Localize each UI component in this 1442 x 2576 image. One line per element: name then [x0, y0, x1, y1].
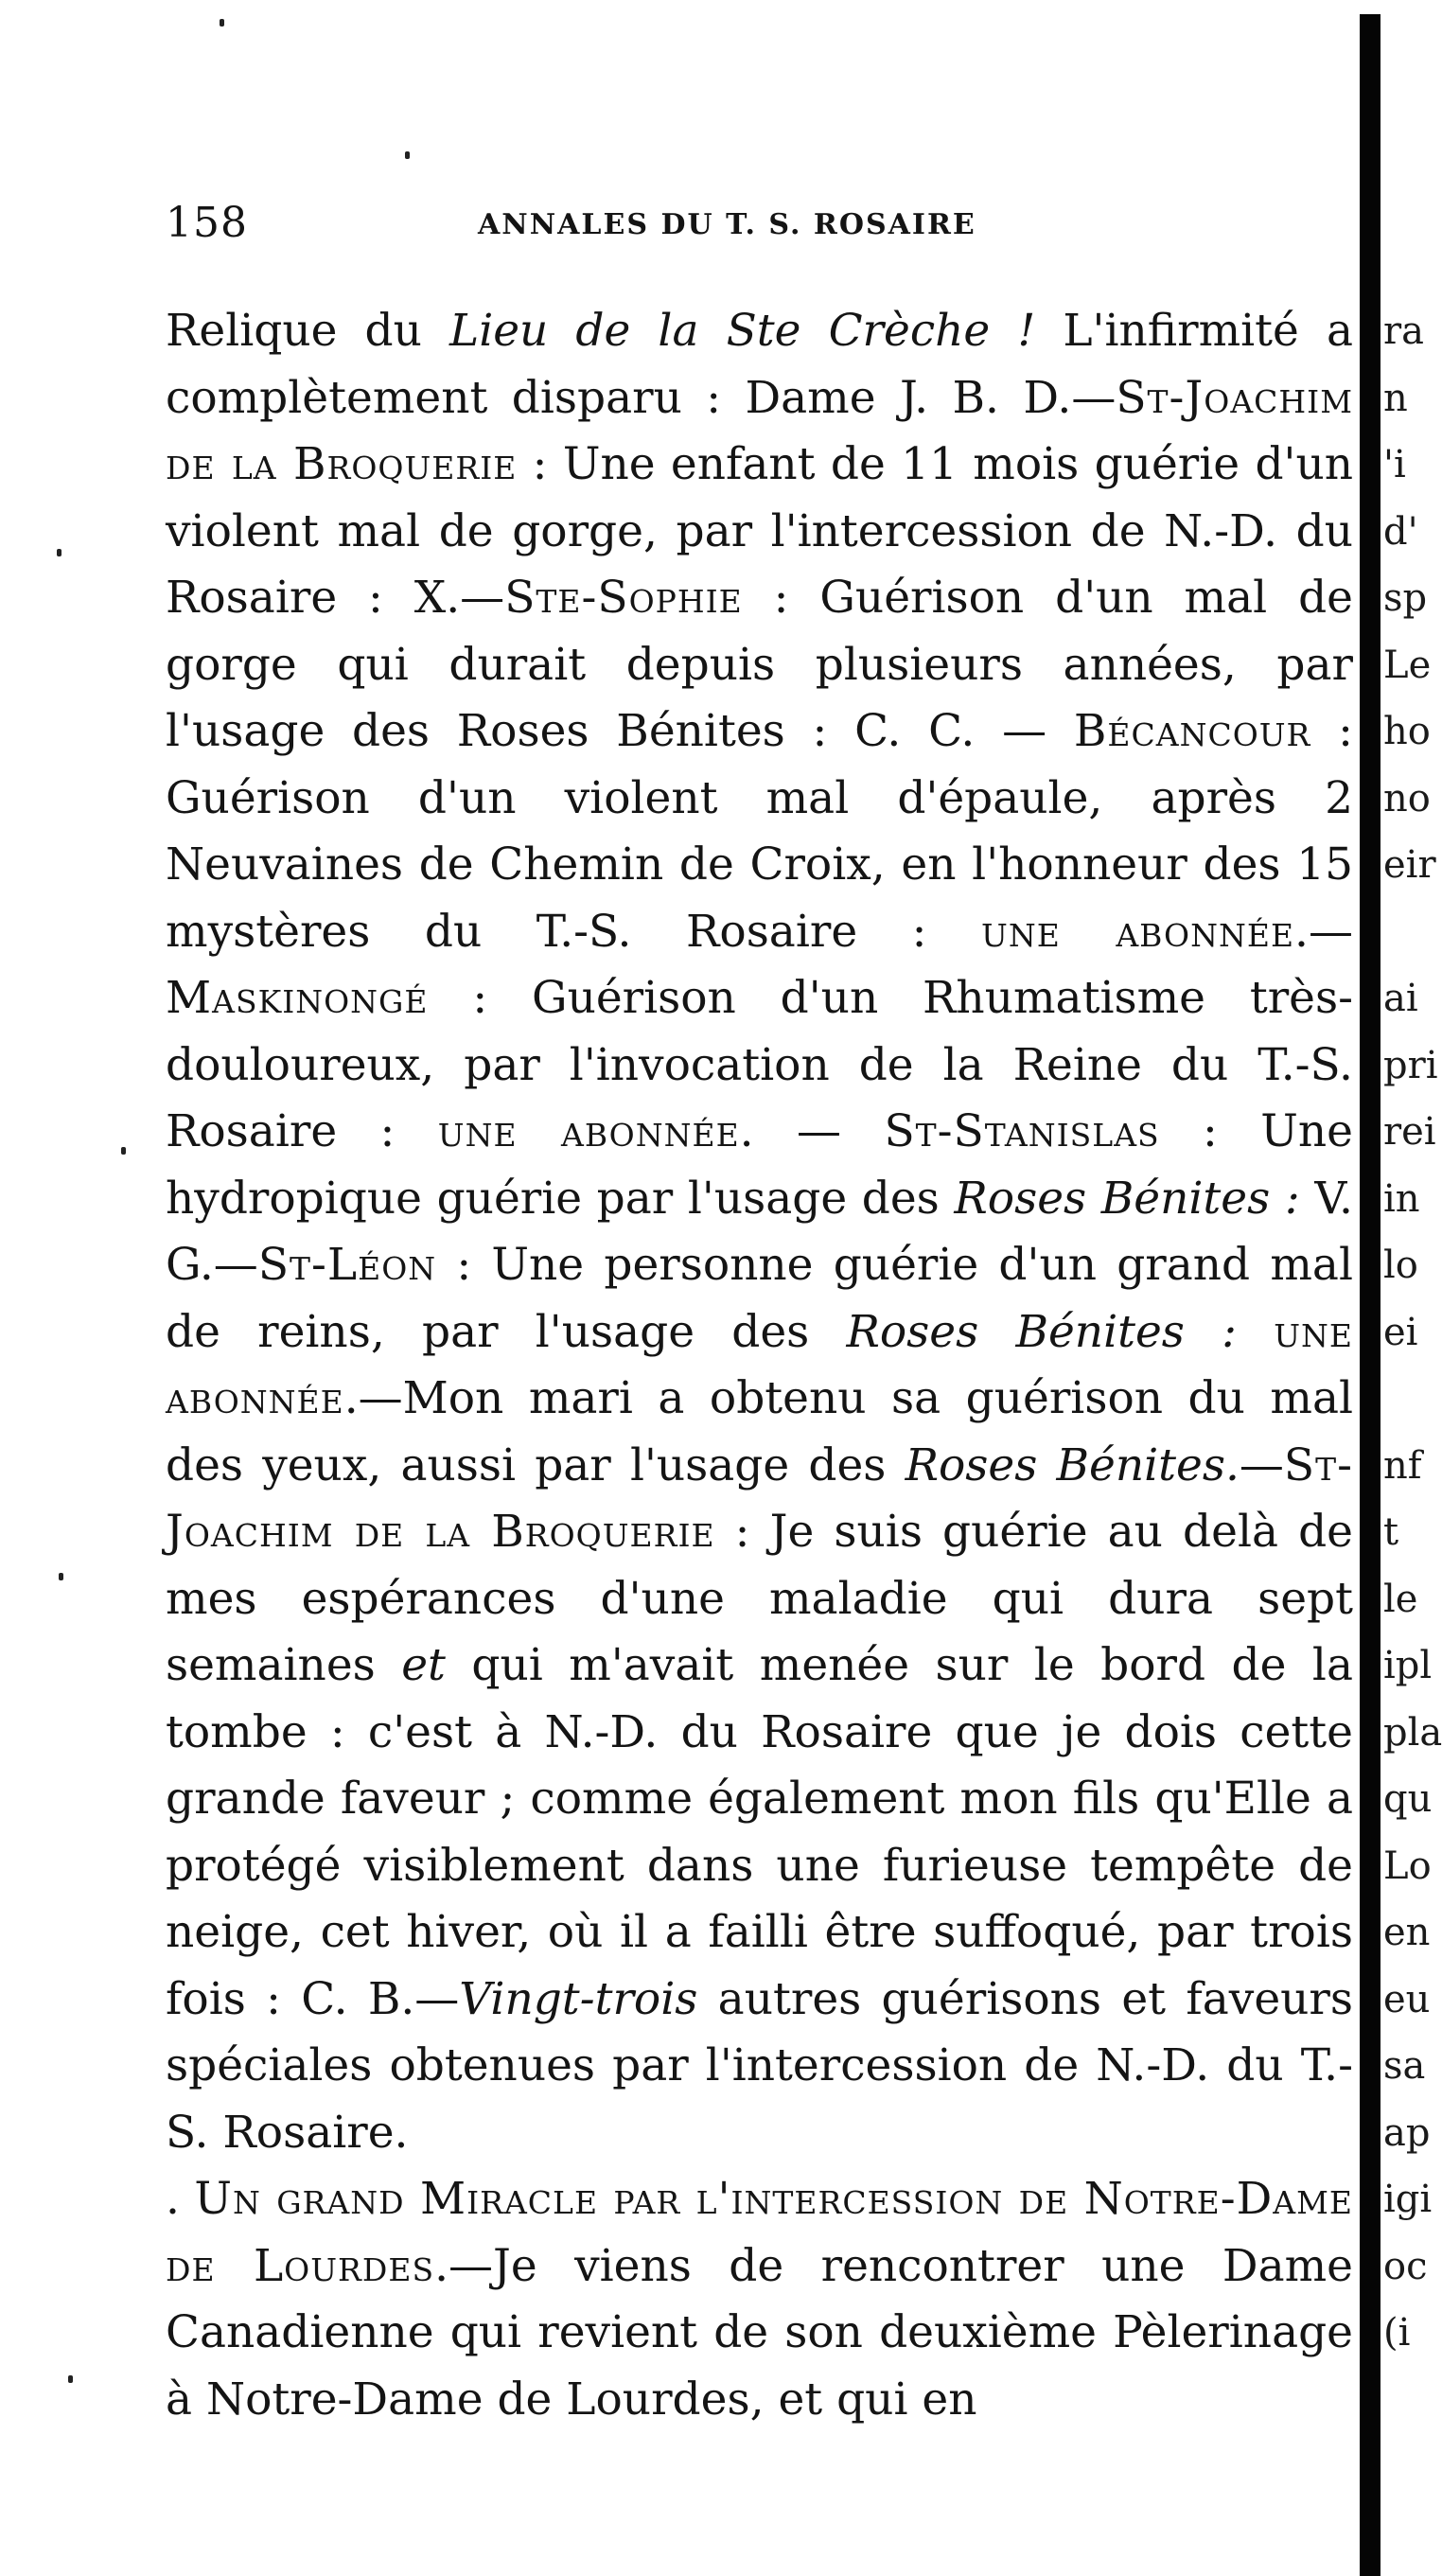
- small-caps-text: une abonnée: [981, 905, 1295, 958]
- bleed-fragment: le: [1383, 1577, 1418, 1621]
- running-header: [166, 199, 1348, 256]
- page-number: 158: [166, 199, 248, 247]
- italic-text: Roses Bénites.: [905, 1438, 1240, 1491]
- body-text: [166, 298, 1353, 2433]
- bleed-fragment: igi: [1383, 2178, 1433, 2221]
- bleed-fragment: rei: [1383, 1110, 1436, 1154]
- italic-text: Roses Bénites :: [846, 1305, 1237, 1358]
- text-run: [1237, 1306, 1274, 1358]
- bleed-fragment: eu: [1383, 1977, 1431, 2021]
- text-run: —: [1239, 1438, 1284, 1491]
- small-caps-text: Maskinongé: [166, 972, 429, 1024]
- small-caps-text: Bécancour: [1073, 705, 1311, 757]
- bleed-fragment: ra: [1383, 309, 1424, 353]
- text-run: .: [166, 2173, 195, 2225]
- scan-speck: [68, 2375, 73, 2383]
- bleed-fragment: oc: [1383, 2244, 1428, 2288]
- bleed-fragment: eir: [1383, 843, 1436, 887]
- bleed-fragment: pri: [1383, 1043, 1438, 1087]
- paragraph-testimonials: [166, 298, 1353, 2166]
- small-caps-text: St-Léon: [257, 1239, 437, 1291]
- bleed-fragment: ai: [1383, 977, 1418, 1020]
- bleed-fragment: ap: [1383, 2110, 1431, 2155]
- bleed-fragment: pla: [1383, 1710, 1442, 1755]
- text-run: : Une personne guérie d'un grand mal de reins, par l'usage des: [166, 1239, 1353, 1358]
- text-run: : Une hydropique guérie par l'usage des: [166, 1105, 1353, 1225]
- small-caps-text: Un grand Miracle par l'intercession de Notre-Dame de Lourdes: [166, 2173, 1353, 2292]
- text-run: : Je suis guérie au delà de mes espérances d'une maladie qui dura sept semaines: [166, 1506, 1354, 1691]
- bleed-fragment: d': [1383, 509, 1418, 554]
- bleed-fragment: t: [1383, 1510, 1399, 1554]
- small-caps-text: St-Joachim de la Broquerie: [166, 371, 1353, 490]
- bleed-fragment: (i: [1383, 2311, 1411, 2355]
- bleed-fragment: sa: [1383, 2044, 1426, 2088]
- bleed-fragment: Le: [1383, 643, 1432, 687]
- italic-text: Roses Bénites :: [954, 1172, 1300, 1225]
- bleed-fragment: nf: [1383, 1443, 1422, 1488]
- text-run: V. G.—: [166, 1172, 1353, 1291]
- small-caps-text: St-Stanislas: [884, 1105, 1160, 1157]
- bleed-fragment: ho: [1383, 710, 1431, 753]
- scan-speck: [121, 1147, 126, 1155]
- small-caps-text: une abonnée: [166, 1305, 1353, 1424]
- text-run: .—Mon mari a obtenu sa guérison du mal des yeux, aussi par l'usage des: [166, 1372, 1353, 1491]
- bleed-fragment: en: [1383, 1911, 1431, 1954]
- bleed-fragment: [1383, 1366, 1418, 1433]
- bleed-fragment: sp: [1383, 576, 1428, 620]
- facing-page-bleed-text: [1383, 298, 1442, 2367]
- bleed-fragment: in: [1383, 1176, 1420, 1221]
- text-run: . —: [739, 1105, 885, 1157]
- italic-text: Lieu de la Ste Crèche !: [449, 305, 1036, 357]
- italic-text: et: [401, 1639, 446, 1691]
- text-run: : Guérison d'un violent mal d'épaule, après 2 Neuvaines de Chemin de Croix, en l'honneur des 15 mystères du T.-S. Rosaire :: [166, 705, 1353, 958]
- text-run: autres guérisons et faveurs spéciales obtenues par l'intercession de N.-D. du T.-S. Rosaire.: [166, 1972, 1353, 2159]
- text-run: : Une enfant de 11 mois guérie d'un violent mal de gorge, par l'intercession de N.-D. du Rosaire : X.—: [166, 438, 1353, 624]
- bleed-fragment: no: [1383, 776, 1431, 820]
- text-run: L'infirmité a complètement disparu : Dame J. B. D.—: [166, 305, 1353, 424]
- bleed-fragment: 'i: [1383, 443, 1406, 486]
- bleed-fragment: [1383, 899, 1418, 966]
- small-caps-text: Ste-Sophie: [504, 572, 743, 624]
- text-run: : Guérison d'un Rhumatisme très-douloureux, par l'invocation de la Reine du T.-S. Rosaire :: [166, 972, 1353, 1157]
- text-run: qui m'avait menée sur le bord de la tombe : c'est à N.-D. du Rosaire que je dois cette grande faveur ; comme également mon fils qu'Elle a protégé visiblement dans une furieuse tempête de neige, cet hiver, où il a failli être suffoqué, par trois fois : C. B.—: [166, 1639, 1353, 2025]
- text-run: : Guérison d'un mal de gorge qui durait depuis plusieurs années, par l'usage des Roses Bénites : C. C. —: [166, 572, 1353, 757]
- bleed-fragment: ei: [1383, 1310, 1418, 1354]
- bleed-fragment: Lo: [1383, 1844, 1432, 1888]
- small-caps-text: une abonnée: [437, 1105, 740, 1157]
- scan-speck: [405, 151, 410, 159]
- bleed-fragment: ipl: [1383, 1644, 1433, 1687]
- running-title: ANNALES DU T. S. ROSAIRE: [478, 208, 976, 241]
- gutter-shadow-bar: [1360, 14, 1380, 2576]
- scan-speck: [220, 19, 224, 26]
- small-caps-text: St-Joachim de la Broquerie: [166, 1438, 1353, 1558]
- scan-speck: [57, 549, 62, 556]
- text-run: .—: [1294, 905, 1353, 958]
- bleed-fragment: n: [1383, 376, 1408, 420]
- text-run: .—Je viens de rencontrer une Dame Canadienne qui revient de son deuxième Pèlerinage à Notre-Dame de Lourdes, et qui en: [166, 2239, 1353, 2426]
- italic-text: Vingt-trois: [459, 1972, 698, 2025]
- text-run: Relique du: [166, 305, 449, 357]
- bleed-fragment: qu: [1383, 1777, 1433, 1821]
- bleed-fragment: lo: [1383, 1244, 1418, 1287]
- paragraph-lourdes-miracle: [166, 2166, 1353, 2433]
- scan-speck: [59, 1573, 63, 1580]
